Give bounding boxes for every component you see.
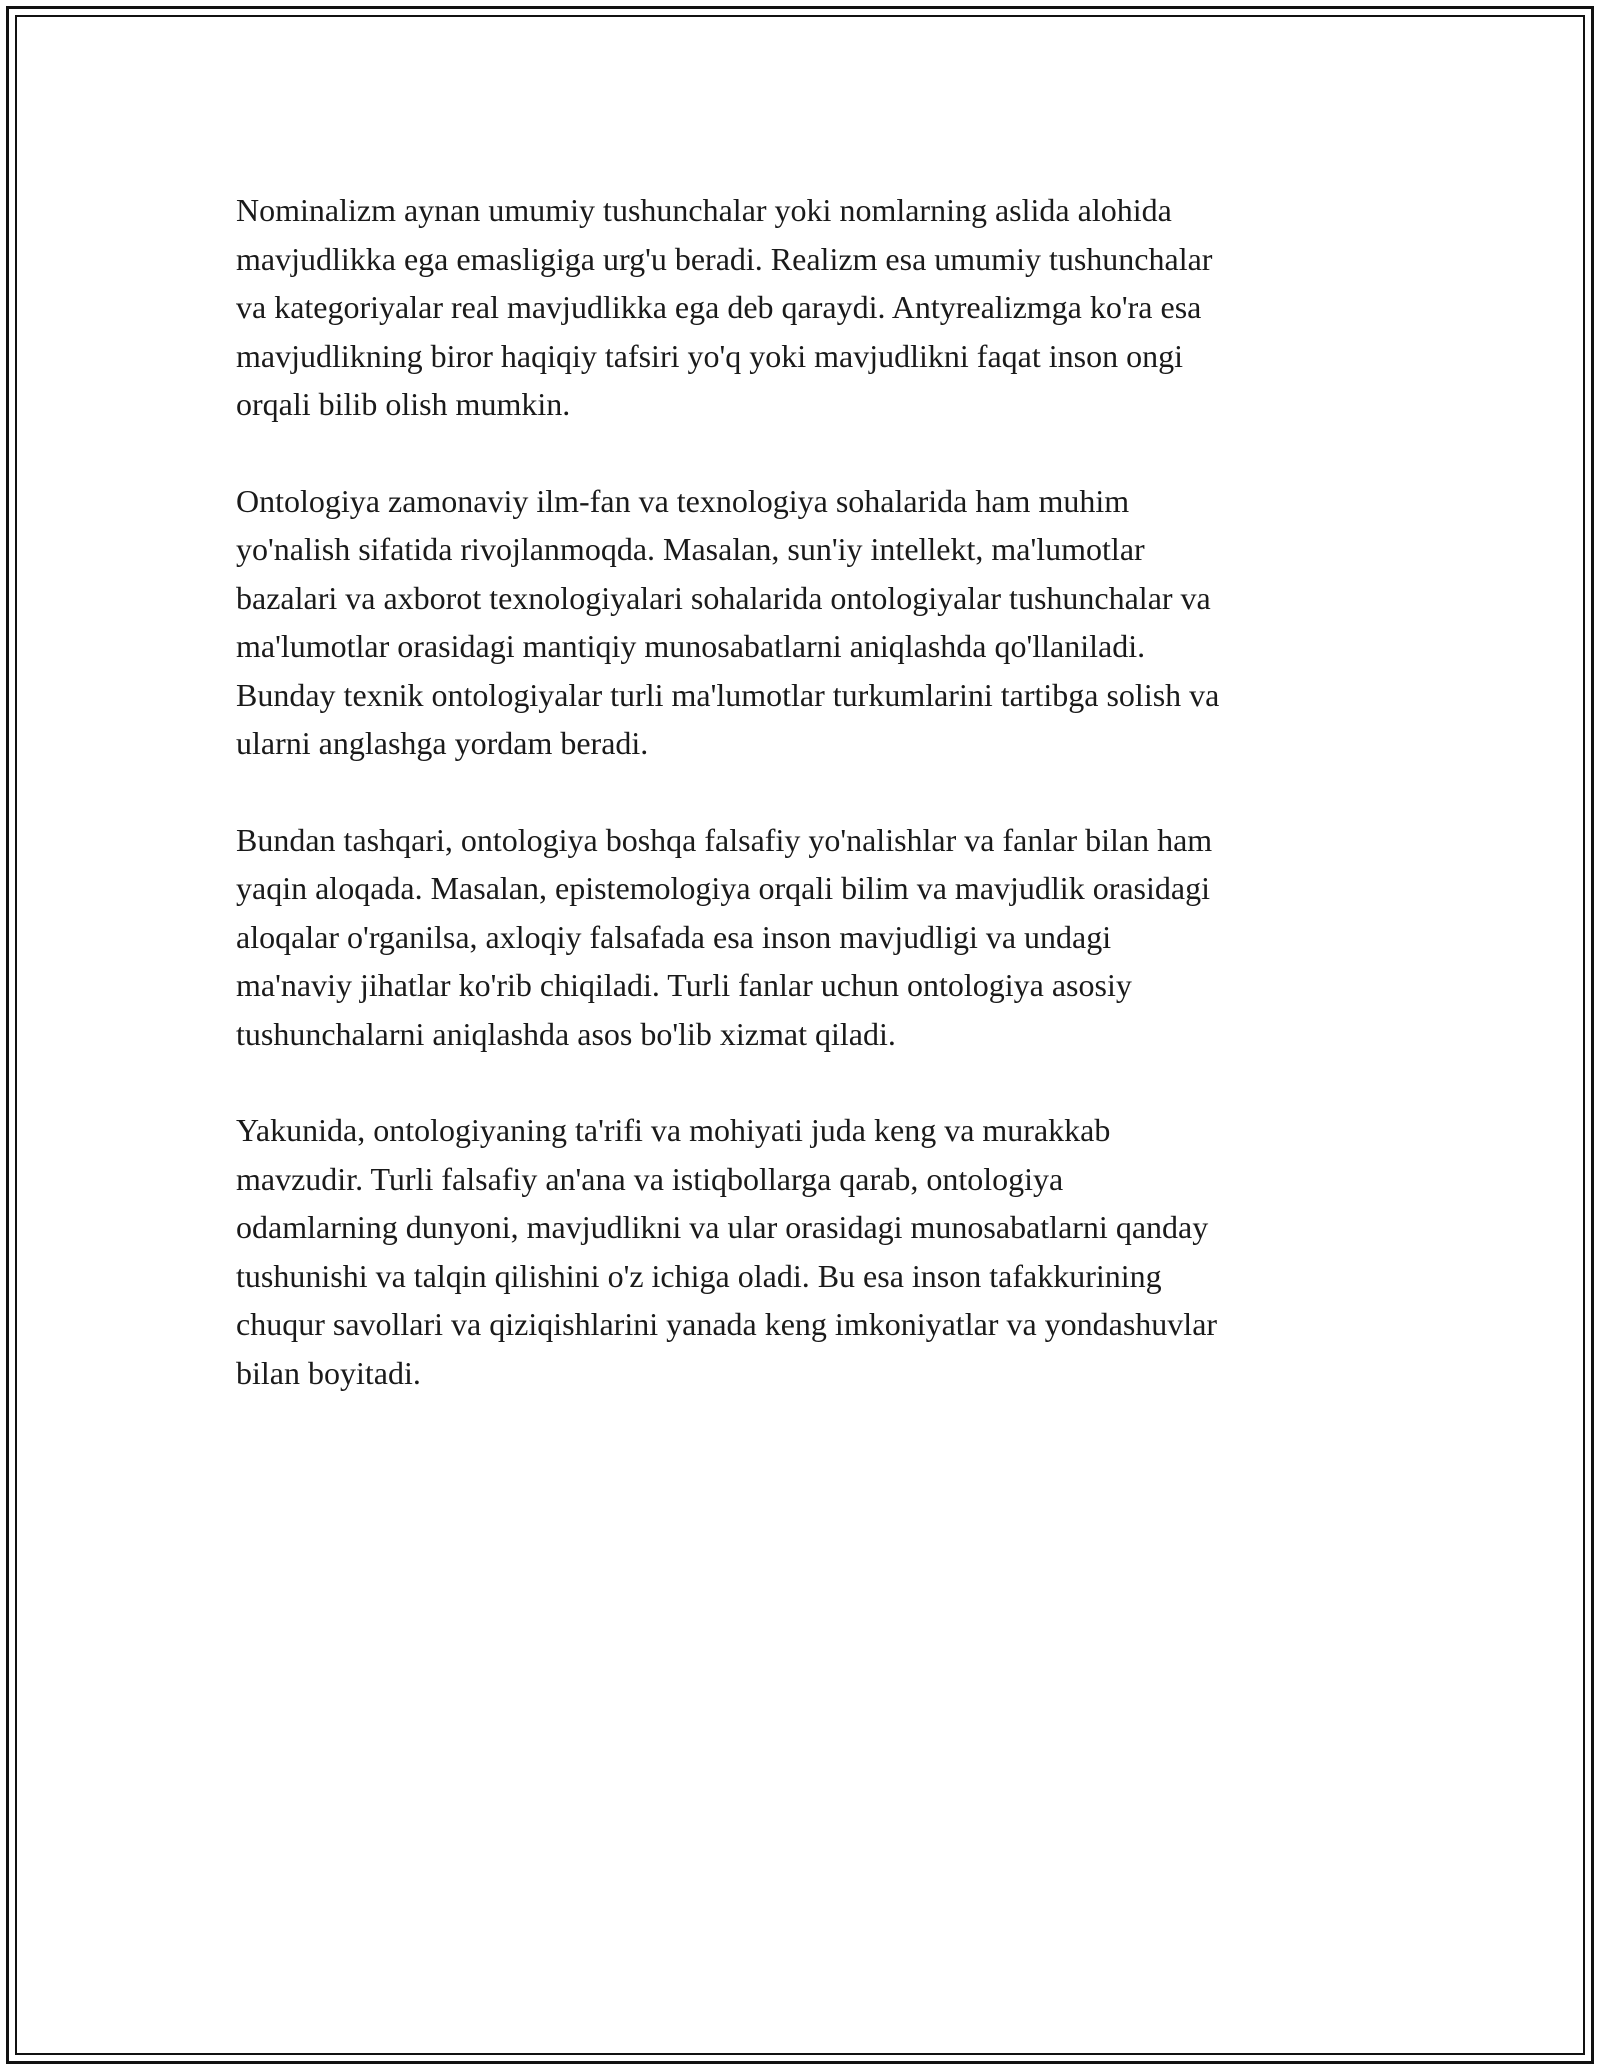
paragraph-1	[236, 186, 1386, 429]
text-line: Bunday texnik ontologiyalar turli ma'lumotlar turkumlarini tartibga solish va	[236, 676, 1220, 713]
text-line: mavjudlikka ega emasligiga urg'u beradi. Realizm esa umumiy tushunchalar	[236, 240, 1213, 277]
text-line: bazalari va axborot texnologiyalari sohalarida ontologiyalar tushunchalar va	[236, 579, 1211, 616]
text-line: Bundan tashqari, ontologiya boshqa falsafiy yo'nalishlar va fanlar bilan ham	[236, 821, 1213, 858]
text-line: ma'lumotlar orasidagi mantiqiy munosabatlarni aniqlashda qo'llaniladi.	[236, 628, 1146, 664]
text-line: va kategoriyalar real mavjudlikka ega deb qaraydi. Antyrealizmga ko'ra esa	[236, 289, 1202, 325]
document-body	[236, 186, 1386, 1445]
text-line: ma'naviy jihatlar ko'rib chiqiladi. Turli fanlar uchun ontologiya asosiy	[236, 967, 1132, 1003]
text-line: mavzudir. Turli falsafiy an'ana va istiqbollarga qarab, ontologiya	[236, 1160, 1064, 1197]
text-line: mavjudlikning biror haqiqiy tafsiri yo'q yoki mavjudlikni faqat inson ongi	[236, 337, 1183, 374]
text-line: aloqalar o'rganilsa, axloqiy falsafada esa inson mavjudligi va undagi	[236, 918, 1112, 955]
text-line: tushunchalarni aniqlashda asos bo'lib xizmat qiladi.	[236, 1015, 896, 1052]
text-line: ularni anglashga yordam beradi.	[236, 725, 649, 761]
text-line: Nominalizm aynan umumiy tushunchalar yoki nomlarning aslida alohida	[236, 192, 1172, 228]
paragraph-2	[236, 477, 1386, 768]
paragraph-3	[236, 816, 1386, 1059]
text-line: yo'nalish sifatida rivojlanmoqda. Masalan, sun'iy intellekt, ma'lumotlar	[236, 531, 1145, 567]
text-line: yaqin aloqada. Masalan, epistemologiya orqali bilim va mavjudlik orasidagi	[236, 870, 1210, 906]
text-line: chuqur savollari va qiziqishlarini yanada keng imkoniyatlar va yondashuvlar	[236, 1306, 1218, 1342]
text-line: odamlarning dunyoni, mavjudlikni va ular orasidagi munosabatlarni qanday	[236, 1209, 1209, 1245]
paragraph-4	[236, 1106, 1386, 1397]
text-line: Yakunida, ontologiyaning ta'rifi va mohiyati juda keng va murakkab	[236, 1112, 1111, 1148]
text-line: bilan boyitadi.	[236, 1354, 421, 1391]
text-line: orqali bilib olish mumkin.	[236, 386, 571, 422]
text-line: tushunishi va talqin qilishini o'z ichiga oladi. Bu esa inson tafakkurining	[236, 1257, 1162, 1294]
text-line: Ontologiya zamonaviy ilm-fan va texnologiya sohalarida ham muhim	[236, 482, 1130, 519]
